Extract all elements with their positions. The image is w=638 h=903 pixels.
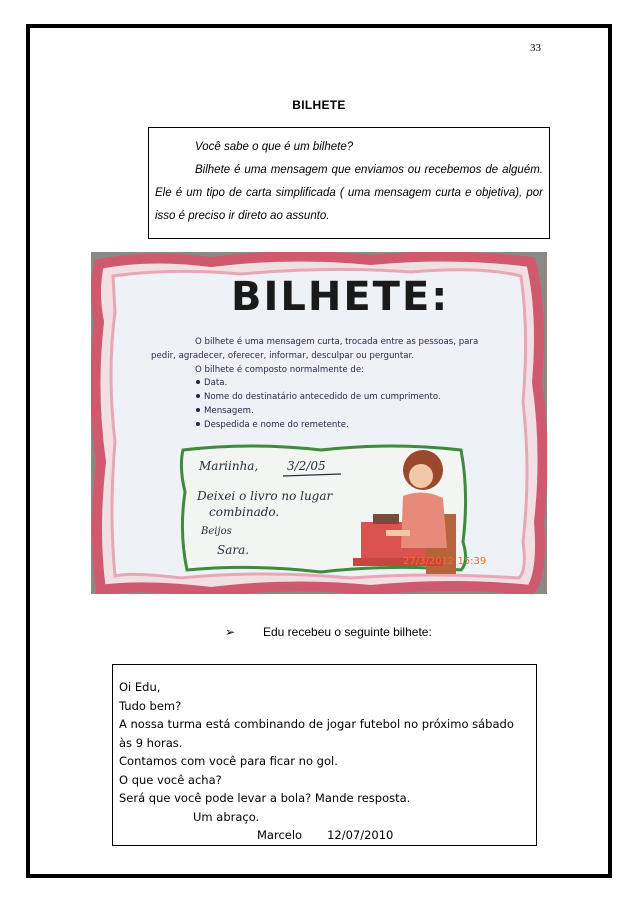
photo-timestamp: 27/3/2012 15:39: [403, 556, 487, 567]
poster-example-sender: Sara.: [217, 543, 250, 557]
poster-bullet: [196, 422, 200, 426]
poster-example-line1: Deixei o livro no lugar: [197, 489, 333, 503]
poster-item-4: Despedida e nome do remetente.: [204, 420, 349, 430]
poster-image: [91, 252, 547, 594]
note-line: Será que você pode levar a bola? Mande resposta.: [119, 791, 411, 805]
page-number: 33: [530, 42, 541, 54]
poster-item-1: Data.: [204, 378, 228, 388]
note-greeting: Oi Edu,: [119, 680, 161, 694]
poster-heading: BILHETE:: [231, 274, 450, 320]
note-line: A nossa turma está combinando de jogar futebol no próximo sábado: [119, 717, 514, 731]
poster-example-line2: combinado.: [209, 505, 280, 519]
poster-photo: [91, 252, 547, 594]
note-line: Tudo bem?: [119, 698, 182, 713]
poster-example-name: Mariinha,: [199, 459, 259, 473]
poster-intro-2: pedir, agradecer, oferecer, informar, desculpar ou perguntar.: [151, 351, 414, 361]
definition-question: Você sabe o que é um bilhete?: [195, 141, 354, 153]
note-closing: Um abraço.: [193, 809, 260, 824]
poster-bullet: [196, 394, 200, 398]
poster-bullet: [196, 408, 200, 412]
poster-composed: O bilhete é composto normalmente de:: [195, 365, 365, 375]
intro-bullet: [225, 625, 432, 639]
note-signature-line: [119, 826, 530, 845]
poster-intro-1: O bilhete é uma mensagem curta, trocada entre as pessoas, para: [195, 337, 479, 347]
poster-item-3: Mensagem.: [204, 406, 254, 416]
intro-bullet-text: Edu recebeu o seguinte bilhete:: [263, 625, 432, 639]
poster-example-date: 3/2/05: [287, 459, 326, 473]
poster-example-closing: Beijos: [201, 526, 232, 537]
poster-item-2: Nome do destinatário antecedido de um cumprimento.: [204, 392, 441, 402]
note-signature: Marcelo: [257, 828, 303, 842]
note-line: O que você acha?: [119, 772, 222, 787]
page-title: BILHETE: [292, 98, 346, 112]
note-line: Contamos com você para ficar no gol.: [119, 754, 338, 768]
poster-bullet: [196, 380, 200, 384]
arrow-bullet-icon: ➢: [225, 625, 236, 639]
definition-text: Bilhete é uma mensagem que enviamos ou recebemos de alguém. Ele é um tipo de carta simplificada ( uma mensagem curta e objetiva), por isso é preciso ir direto ao assunto.: [155, 164, 543, 222]
definition-box: [148, 127, 550, 239]
note-box: [112, 664, 537, 846]
note-line: às 9 horas.: [119, 735, 183, 750]
note-date: 12/07/2010: [327, 828, 394, 842]
